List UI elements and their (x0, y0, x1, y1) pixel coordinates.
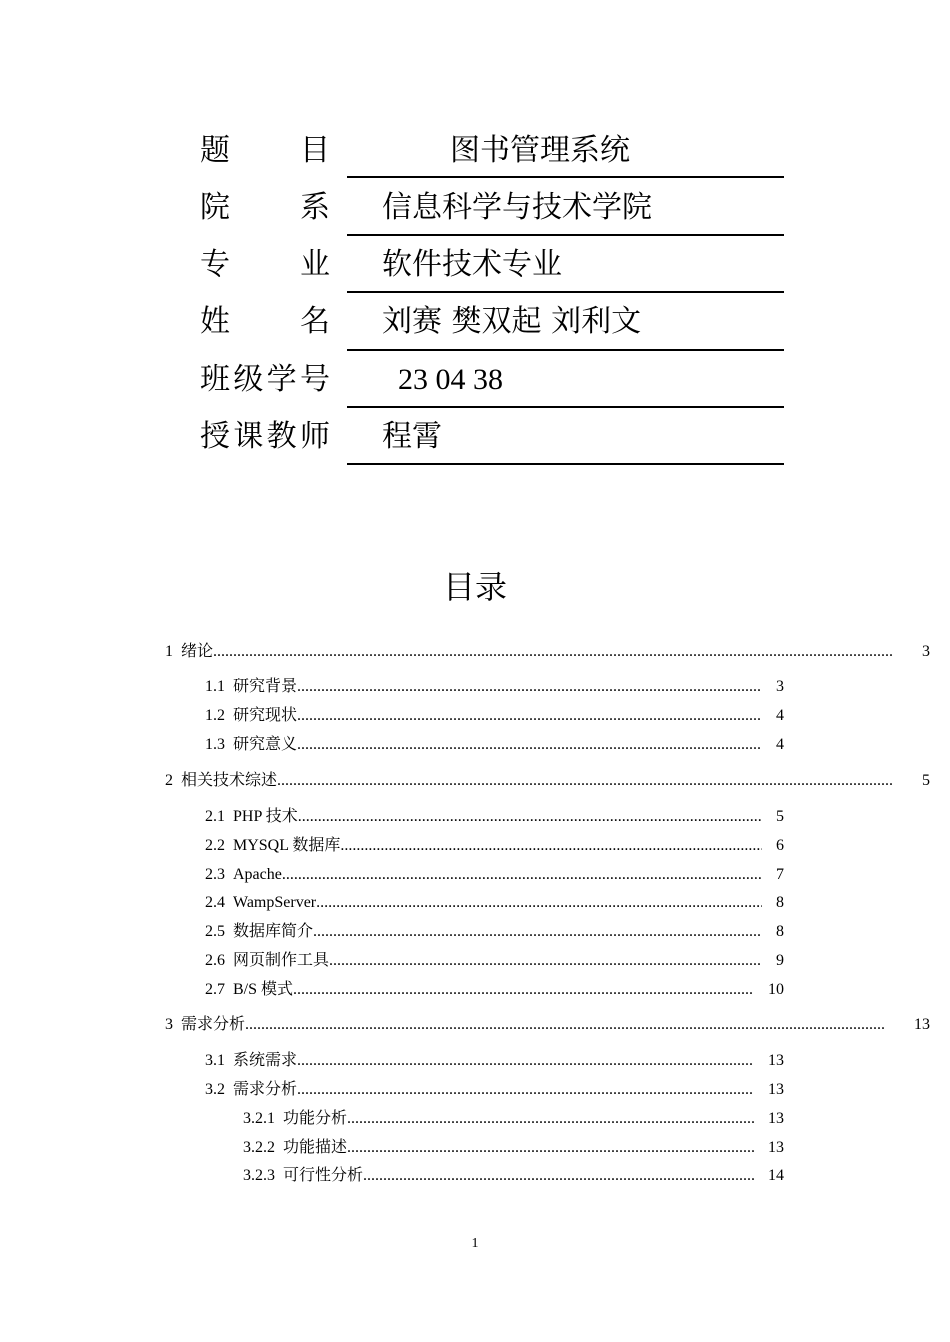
toc-entry[interactable] (205, 950, 784, 972)
cover-label: 姓 名 (200, 304, 330, 339)
toc-entry-text: 数据库简介 (233, 923, 314, 940)
toc-leader-dots (316, 892, 762, 914)
toc-entry[interactable] (243, 1137, 784, 1159)
toc-leader-dots (282, 864, 762, 886)
toc-entry-label: 2.6 (205, 952, 225, 969)
toc-entry-text: 研究背景 (233, 678, 298, 695)
toc-entry-label: 2.3 (205, 866, 225, 883)
toc-entry[interactable] (205, 1079, 784, 1101)
toc-entry-label: 2.4 (205, 894, 225, 911)
cover-row-major (200, 245, 790, 285)
underline (347, 176, 784, 178)
toc-entry[interactable] (205, 864, 784, 886)
toc-entry-text: 研究意义 (233, 736, 298, 753)
toc-entry-text: 可行性分析 (283, 1167, 364, 1184)
underline (347, 234, 784, 236)
toc-page-number: 14 (768, 1167, 784, 1184)
toc-entry-label: 1 (165, 643, 173, 660)
cover-value: 软件技术专业 (382, 247, 562, 282)
underline (347, 349, 784, 351)
toc-entry[interactable] (165, 1014, 930, 1036)
toc-entry[interactable] (205, 979, 784, 1001)
cover-value: 图书管理系统 (450, 133, 630, 168)
toc-page-number: 8 (776, 923, 784, 940)
toc-leader-dots (329, 950, 762, 972)
cover-label: 专 业 (200, 247, 330, 282)
underline (347, 406, 784, 408)
toc-page-number: 4 (776, 736, 784, 753)
toc-page-number: 10 (768, 981, 784, 998)
toc-entry-text: Apache (233, 866, 282, 883)
toc-entry-text: 功能分析 (283, 1110, 348, 1127)
toc-entry-text: B/S 模式 (233, 981, 294, 998)
toc-entry-label: 3.2.1 (243, 1110, 275, 1127)
toc-entry-label: 3 (165, 1016, 173, 1033)
cover-label: 授课教师 (200, 419, 330, 454)
cover-label: 题 目 (200, 133, 330, 168)
toc-entry[interactable] (205, 921, 784, 943)
toc-entry-label: 2 (165, 772, 173, 789)
toc-page-number: 4 (776, 707, 784, 724)
toc-leader-dots (340, 835, 762, 857)
toc-leader-dots (277, 770, 892, 792)
toc-page-number: 6 (776, 837, 784, 854)
toc-page-number: 9 (776, 952, 784, 969)
toc-leader-dots (363, 1165, 754, 1187)
cover-label: 班级学号 (200, 362, 330, 397)
toc-leader-dots (297, 734, 762, 756)
page-number: 1 (471, 1236, 479, 1251)
cover-label: 院 系 (200, 190, 330, 225)
toc-entry[interactable] (243, 1165, 784, 1187)
toc-entry-label: 3.2 (205, 1081, 225, 1098)
toc-page-number: 3 (922, 643, 930, 660)
toc-leader-dots (313, 921, 762, 943)
cover-row-department (200, 188, 790, 228)
cover-value: 刘赛 樊双起 刘利文 (382, 304, 642, 339)
toc-entry-text: PHP 技术 (233, 808, 298, 825)
toc-page-number: 8 (776, 894, 784, 911)
cover-value: 程霄 (382, 419, 442, 454)
toc-leader-dots (297, 676, 762, 698)
toc-entry[interactable] (205, 705, 784, 727)
toc-page-number: 3 (776, 678, 784, 695)
toc-entry-label: 2.2 (205, 837, 225, 854)
toc-page-number: 13 (914, 1016, 930, 1033)
toc-entry-text: 需求分析 (233, 1081, 298, 1098)
toc-entry[interactable] (205, 1050, 784, 1072)
cover-row-title (200, 131, 790, 171)
toc-leader-dots (297, 705, 762, 727)
toc-leader-dots (297, 1079, 754, 1101)
toc-entry-text: MYSQL 数据库 (233, 837, 341, 854)
toc-entry[interactable] (205, 892, 784, 914)
toc-entry[interactable] (165, 770, 930, 792)
toc-entry-label: 2.7 (205, 981, 225, 998)
toc-leader-dots (245, 1014, 884, 1036)
cover-value: 23 04 38 (398, 363, 503, 396)
toc-entry[interactable] (165, 641, 930, 663)
toc-entry-text: 系统需求 (233, 1052, 298, 1069)
toc-entry-text: WampServer (233, 894, 317, 911)
toc-title: 目录 (442, 568, 507, 606)
toc-entry-text: 相关技术综述 (181, 772, 278, 789)
toc-entry[interactable] (205, 835, 784, 857)
toc-entry-label: 2.5 (205, 923, 225, 940)
toc-entry-text: 研究现状 (233, 707, 298, 724)
toc-entry-label: 1.1 (205, 678, 225, 695)
toc-leader-dots (297, 1050, 754, 1072)
toc-entry-text: 功能描述 (283, 1139, 348, 1156)
toc-leader-dots (347, 1108, 754, 1130)
toc-leader-dots (293, 979, 754, 1001)
toc-entry-text: 网页制作工具 (233, 952, 330, 969)
toc-page-number: 13 (768, 1139, 784, 1156)
toc-entry[interactable] (205, 806, 784, 828)
toc-entry-label: 3.2.3 (243, 1167, 275, 1184)
toc-page-number: 13 (768, 1110, 784, 1127)
cover-value: 信息科学与技术学院 (382, 190, 652, 225)
toc-entry[interactable] (205, 734, 784, 756)
cover-row-class-id (200, 360, 790, 400)
toc-leader-dots (298, 806, 762, 828)
toc-entry-label: 3.2.2 (243, 1139, 275, 1156)
toc-entry-label: 2.1 (205, 808, 225, 825)
toc-entry-label: 1.2 (205, 707, 225, 724)
toc-leader-dots (213, 641, 892, 663)
toc-page-number: 13 (768, 1081, 784, 1098)
toc-entry-label: 1.3 (205, 736, 225, 753)
toc-entry-label: 3.1 (205, 1052, 225, 1069)
toc-entry[interactable] (205, 676, 784, 698)
toc-page-number: 5 (776, 808, 784, 825)
toc-entry[interactable] (243, 1108, 784, 1130)
cover-row-instructor (200, 417, 790, 457)
cover-row-names (200, 302, 790, 342)
toc-leader-dots (347, 1137, 754, 1159)
toc-page-number: 5 (922, 772, 930, 789)
underline (347, 463, 784, 465)
underline (347, 291, 784, 293)
toc-page-number: 13 (768, 1052, 784, 1069)
toc-entry-text: 绪论 (181, 643, 214, 660)
toc-entry-text: 需求分析 (181, 1016, 246, 1033)
toc-page-number: 7 (776, 866, 784, 883)
